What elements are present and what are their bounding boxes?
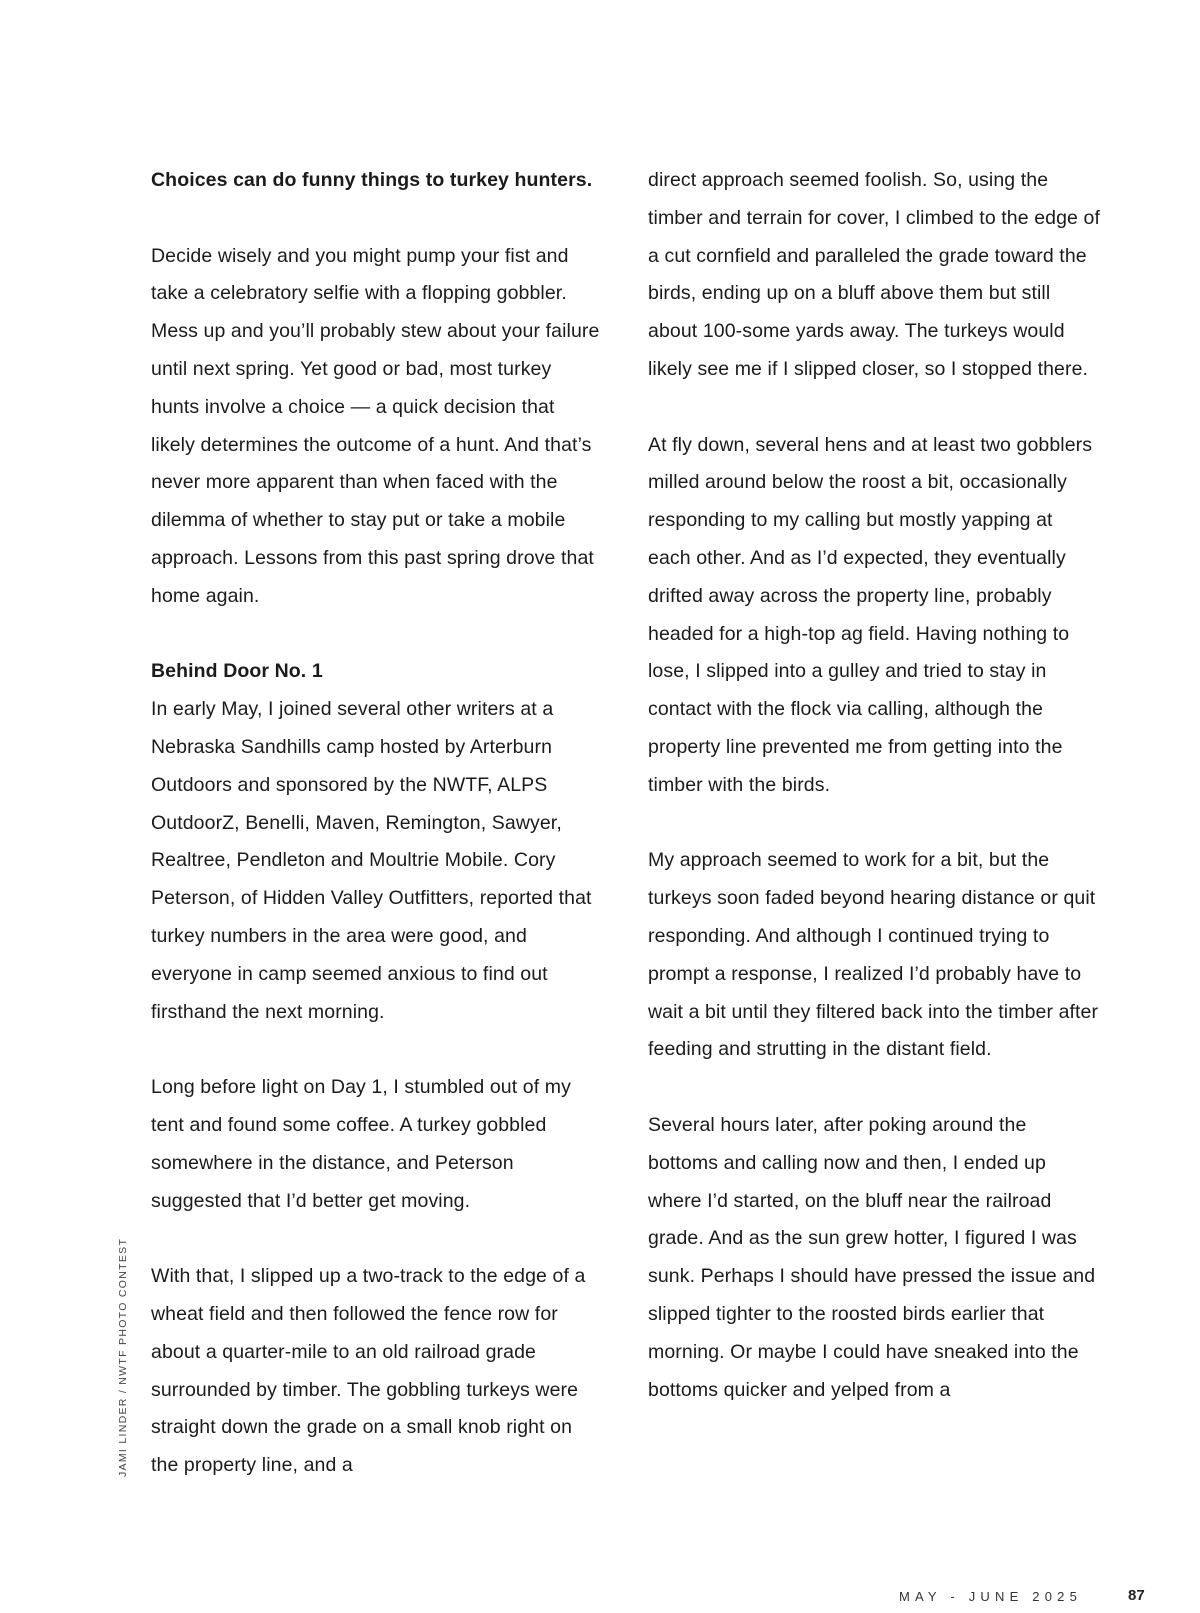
page-number: 87 xyxy=(1128,1587,1145,1604)
paragraph: At fly down, several hens and at least two gobblers milled around below the roost a bit, occasionally responding to my calling but mostly yapping at each other. And as I’d expected, they eventually drifted away across the property line, probably headed for a high-top ag field. Having nothing to lose, I slipped into a gulley and tried to stay in contact with the flock via calling, although the property line prevented me from getting into the timber with the birds. xyxy=(648,433,1093,796)
subheading: Behind Door No. 1 xyxy=(151,660,323,683)
photo-credit: JAMI LINDER / NWTF PHOTO CONTEST xyxy=(117,1237,129,1477)
paragraph: With that, I slipped up a two-track to the edge of a wheat field and then followed the fence row for about a quarter-mile to an old railroad grade surrounded by timber. The gobbling turkeys were straight down the grade on a small knob right on the property line, and a xyxy=(151,1265,586,1477)
paragraph: Several hours later, after poking around the bottoms and calling now and then, I ended up where I’d started, on the bluff near the railroad grade. And as the sun grew hotter, I figured I was sunk. Perhaps I should have pressed the issue and slipped tighter to the roosted birds earlier that morning. Or maybe I could have sneaked into the bottoms quicker and yelped from a xyxy=(648,1113,1096,1401)
paragraph: Long before light on Day 1, I stumbled out of my tent and found some coffee. A turkey gobbled somewhere in the distance, and Peterson suggested that I’d better get moving. xyxy=(151,1076,571,1212)
article-left-column xyxy=(151,162,603,1485)
paragraph: My approach seemed to work for a bit, but the turkeys soon faded beyond hearing distance or quit responding. And although I continued trying to prompt a response, I realized I’d probably have to wait a bit until they filtered back into the timber after feeding and strutting in the distant field. xyxy=(648,849,1099,1061)
paragraph: Decide wisely and you might pump your fist and take a celebratory selfie with a flopping gobbler. Mess up and you’ll probably stew about your failure until next spring. Yet good or bad, most turkey hunts involve a choice — a quick decision that likely determines the outcome of a hunt. And that’s never more apparent than when faced with the dilemma of whether to stay put or take a mobile approach. Lessons from this past spring drove that home again. xyxy=(151,244,600,607)
lead-sentence: Choices can do funny things to turkey hunters. xyxy=(151,169,593,191)
paragraph: In early May, I joined several other writers at a Nebraska Sandhills camp hosted by Arterburn Outdoors and sponsored by the NWTF, ALPS OutdoorZ, Benelli, Maven, Remington, Sawyer, Realtree, Pendleton and Moultrie Mobile. Cory Peterson, of Hidden Valley Outfitters, reported that turkey numbers in the area were good, and everyone in camp seemed anxious to find out firsthand the next morning. xyxy=(151,698,592,1023)
paragraph: direct approach seemed foolish. So, using the timber and terrain for cover, I climbed to the edge of a cut cornfield and paralleled the grade toward the birds, ending up on a bluff above them but still about 100-some yards away. The turkeys would likely see me if I slipped closer, so I stopped there. xyxy=(648,169,1100,380)
article-right-column xyxy=(648,162,1100,1409)
footer-issue-date: MAY - JUNE 2025 xyxy=(899,1589,1083,1604)
